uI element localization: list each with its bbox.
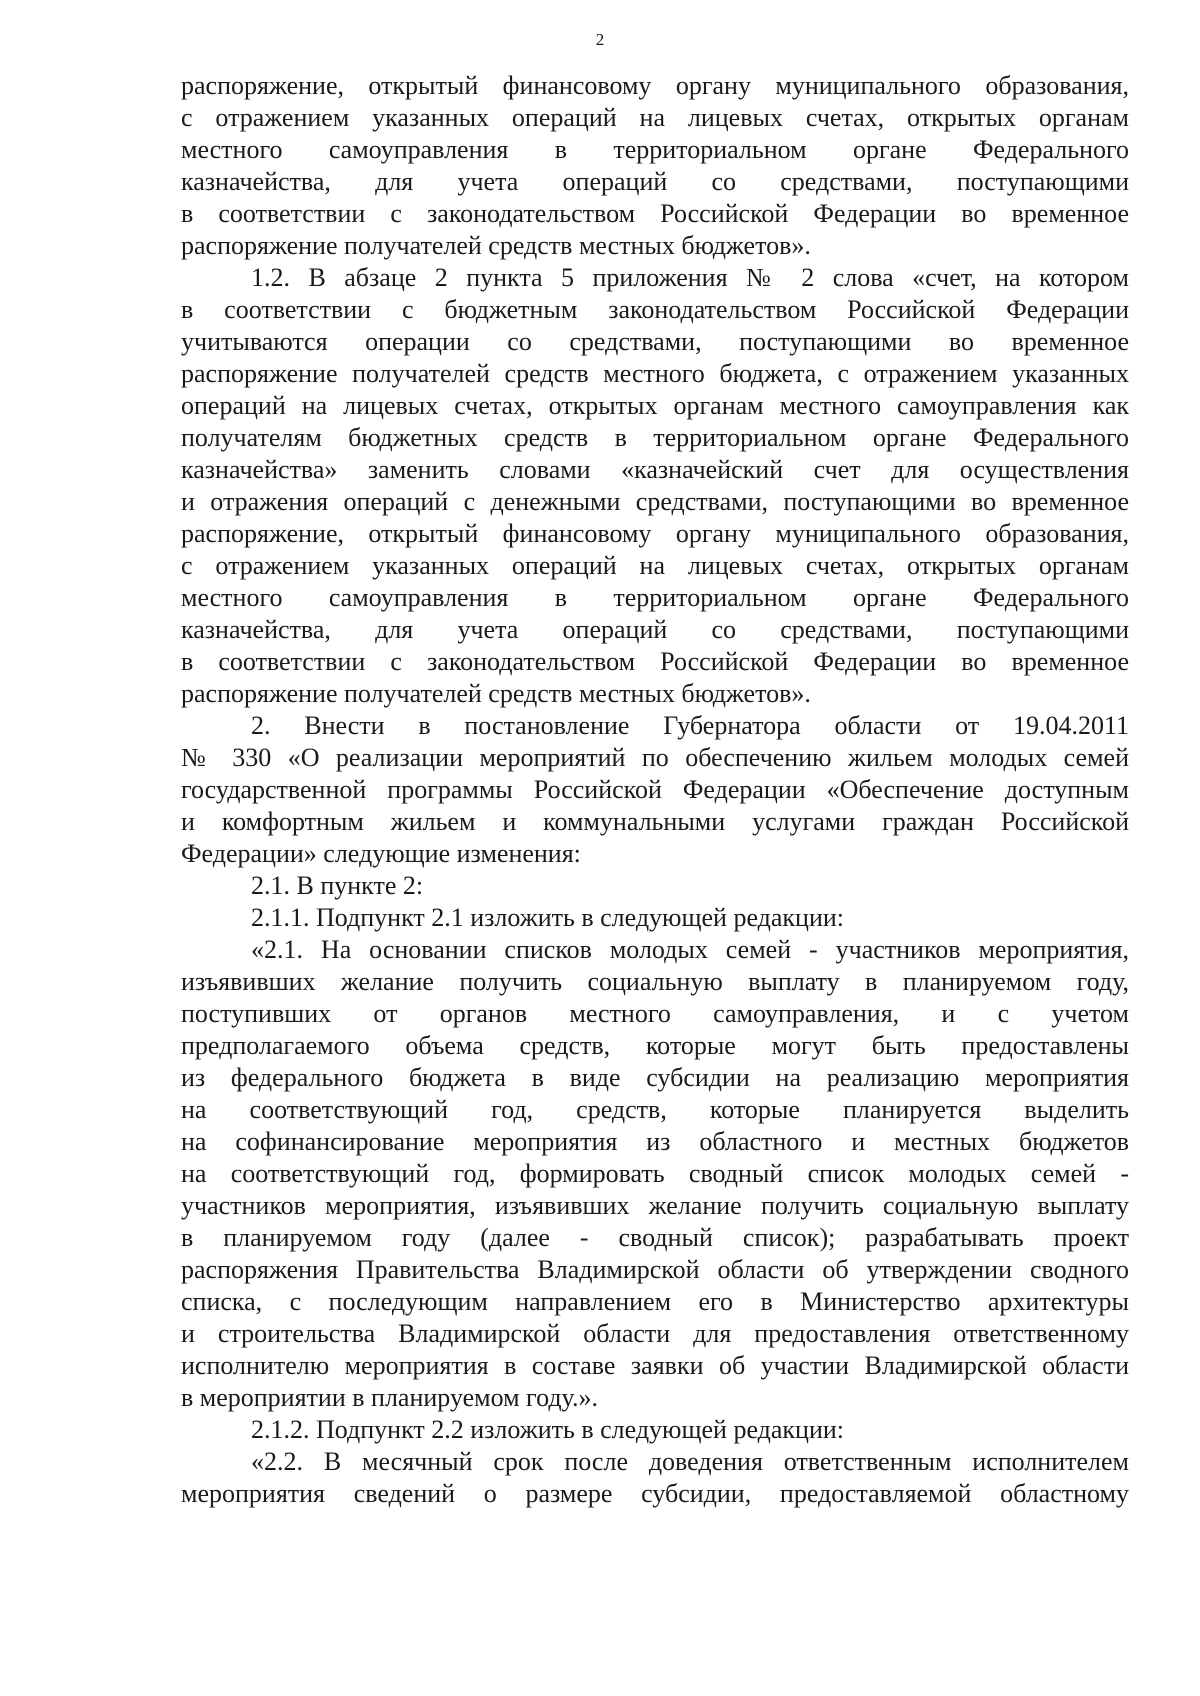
text-line: изъявивших желание получить социальную выплату в планируемом году, <box>181 967 1129 996</box>
text-line: на соответствующий год, формировать сводный список молодых семей - <box>181 1159 1129 1188</box>
text-line: и строительства Владимирской области для предоставления ответственному <box>181 1319 1129 1348</box>
text-line: в соответствии с бюджетным законодательством Российской Федерации <box>181 295 1129 324</box>
text-line: Федерации» следующие изменения: <box>181 839 581 868</box>
text-line: 2. Внести в постановление Губернатора области от 19.04.2011 <box>251 711 1129 740</box>
text-line: 1.2. В абзаце 2 пункта 5 приложения № 2 слова «счет, на котором <box>251 263 1129 292</box>
text-line: 2.1.1. Подпункт 2.1 изложить в следующей редакции: <box>251 903 845 932</box>
text-line: «2.1. На основании списков молодых семей - участников мероприятия, <box>251 935 1129 964</box>
text-line: списка, с последующим направлением его в Министерство архитектуры <box>181 1287 1129 1316</box>
text-line: государственной программы Российской Федерации «Обеспечение доступным <box>181 775 1129 804</box>
text-line: казначейства, для учета операций со средствами, поступающими <box>181 167 1129 196</box>
text-line: поступивших от органов местного самоуправления, и с учетом <box>181 999 1129 1028</box>
text-line: казначейства» заменить словами «казначейский счет для осуществления <box>181 455 1129 484</box>
text-line: распоряжение получателей средств местных бюджетов». <box>181 679 811 708</box>
text-line: операций на лицевых счетах, открытых органам местного самоуправления как <box>181 391 1129 420</box>
text-line: из федерального бюджета в виде субсидии на реализацию мероприятия <box>181 1063 1129 1092</box>
text-line: в планируемом году (далее - сводный список); разрабатывать проект <box>181 1223 1129 1252</box>
text-line: и комфортным жильем и коммунальными услугами граждан Российской <box>181 807 1129 836</box>
text-line: в соответствии с законодательством Российской Федерации во временное <box>181 647 1129 676</box>
text-line: мероприятия сведений о размере субсидии, предоставляемой областному <box>181 1479 1129 1508</box>
document-body <box>181 70 1129 1510</box>
text-line: с отражением указанных операций на лицевых счетах, открытых органам <box>181 551 1129 580</box>
text-line: предполагаемого объема средств, которые могут быть предоставлены <box>181 1031 1129 1060</box>
text-line: исполнителю мероприятия в составе заявки об участии Владимирской области <box>181 1351 1129 1380</box>
text-line: в мероприятии в планируемом году.». <box>181 1383 598 1412</box>
text-line: распоряжение получателей средств местного бюджета, с отражением указанных <box>181 359 1129 388</box>
text-line: на софинансирование мероприятия из областного и местных бюджетов <box>181 1127 1129 1156</box>
text-line: учитываются операции со средствами, поступающими во временное <box>181 327 1129 356</box>
text-line: 2.1.2. Подпункт 2.2 изложить в следующей редакции: <box>251 1415 845 1444</box>
text-line: распоряжение, открытый финансовому органу муниципального образования, <box>181 519 1129 548</box>
text-line: местного самоуправления в территориальном органе Федерального <box>181 135 1129 164</box>
text-line: «2.2. В месячный срок после доведения ответственным исполнителем <box>251 1447 1129 1476</box>
text-line: распоряжения Правительства Владимирской области об утверждении сводного <box>181 1255 1129 1284</box>
text-line: с отражением указанных операций на лицевых счетах, открытых органам <box>181 103 1129 132</box>
text-line: распоряжение, открытый финансовому органу муниципального образования, <box>181 71 1129 100</box>
text-line: № 330 «О реализации мероприятий по обеспечению жильем молодых семей <box>181 743 1129 772</box>
text-line: на соответствующий год, средств, которые планируется выделить <box>181 1095 1129 1124</box>
text-line: 2.1. В пункте 2: <box>251 871 424 900</box>
text-line: местного самоуправления в территориальном органе Федерального <box>181 583 1129 612</box>
text-line: получателям бюджетных средств в территориальном органе Федерального <box>181 423 1129 452</box>
text-line: казначейства, для учета операций со средствами, поступающими <box>181 615 1129 644</box>
page-number: 2 <box>595 30 605 49</box>
text-line: и отражения операций с денежными средствами, поступающими во временное <box>181 487 1129 516</box>
text-line: распоряжение получателей средств местных бюджетов». <box>181 231 811 260</box>
text-line: участников мероприятия, изъявивших желание получить социальную выплату <box>181 1191 1129 1220</box>
text-line: в соответствии с законодательством Российской Федерации во временное <box>181 199 1129 228</box>
